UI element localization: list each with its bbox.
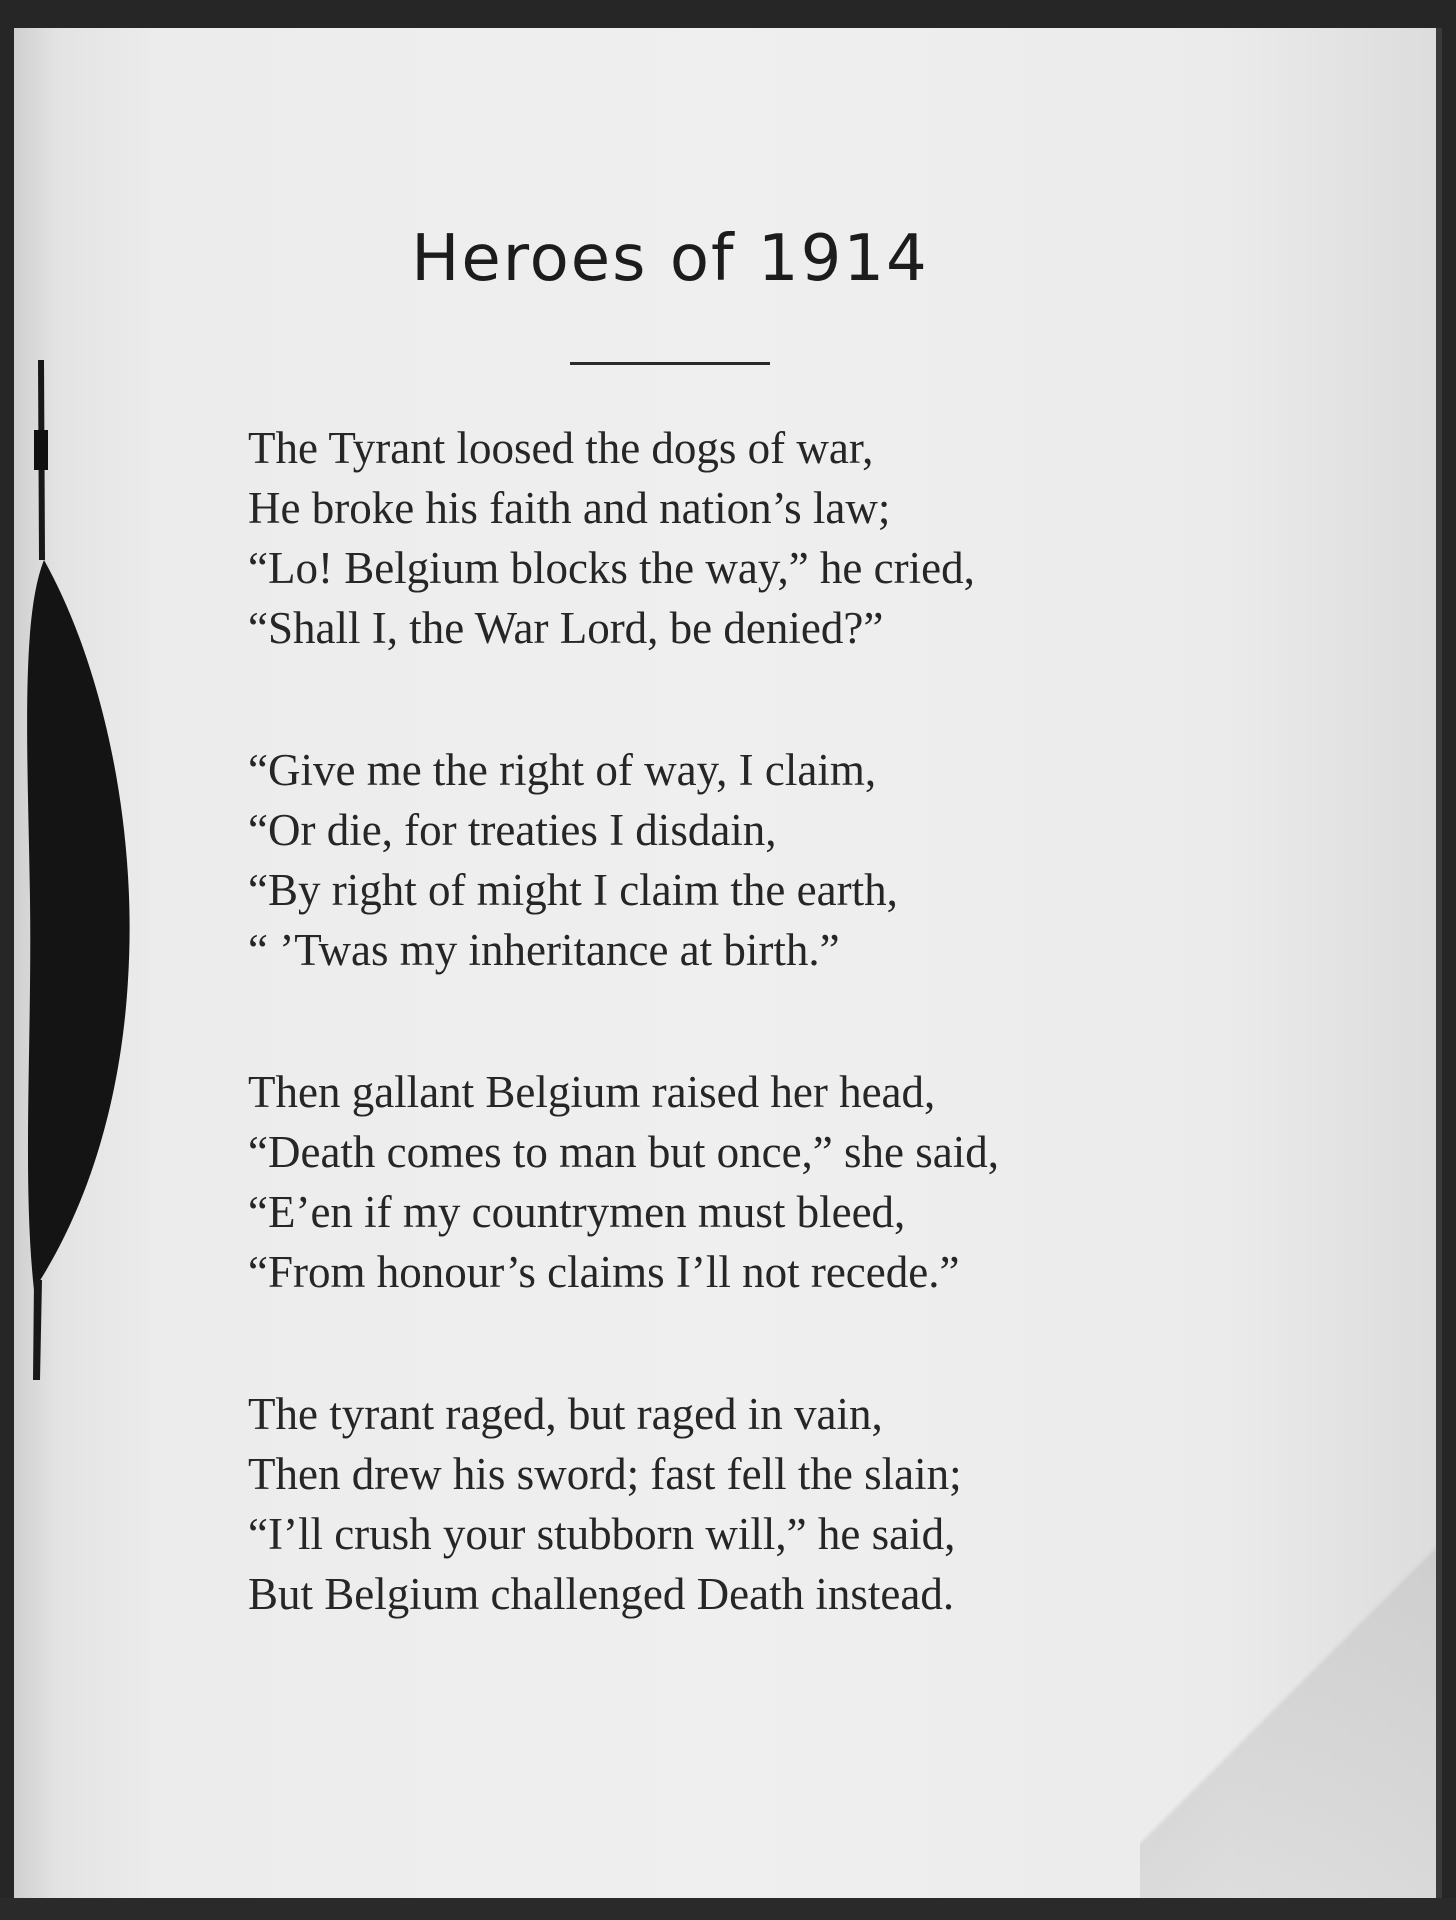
poem-line: “Shall I, the War Lord, be denied?” — [248, 603, 884, 653]
ribbon-knot — [34, 430, 48, 470]
ribbon-string-bottom — [33, 1280, 42, 1380]
poem-line: “By right of might I claim the earth, — [248, 865, 898, 915]
poem-line: The Tyrant loosed the dogs of war, — [248, 423, 874, 473]
poem-line: Then drew his sword; fast fell the slain; — [248, 1449, 962, 1499]
poem-line: “I’ll crush your stubborn will,” he said, — [248, 1509, 956, 1559]
poem-title: Heroes of 1914 — [411, 222, 929, 296]
poem-line: “E’en if my countrymen must bleed, — [248, 1187, 906, 1237]
title-divider — [570, 362, 770, 365]
stanza-2 — [248, 740, 1248, 980]
ribbon-tassel — [27, 560, 129, 1290]
poem-line: “From honour’s claims I’ll not recede.” — [248, 1247, 960, 1297]
poem-line: “Lo! Belgium blocks the way,” he cried, — [248, 543, 975, 593]
poem-line: “Or die, for treaties I disdain, — [248, 805, 777, 855]
poem-line: “Death comes to man but once,” she said, — [248, 1127, 1000, 1177]
stanza-3 — [248, 1062, 1248, 1302]
poem-body — [248, 418, 1248, 1706]
poem-line: “ ’Twas my inheritance at birth.” — [248, 925, 840, 975]
stanza-4 — [248, 1384, 1248, 1624]
poem-line: “Give me the right of way, I claim, — [248, 745, 877, 795]
poem-line: The tyrant raged, but raged in vain, — [248, 1389, 883, 1439]
poem-line: Then gallant Belgium raised her head, — [248, 1067, 936, 1117]
poem-line: He broke his faith and nation’s law; — [248, 483, 891, 533]
stanza-1 — [248, 418, 1248, 658]
poem-line: But Belgium challenged Death instead. — [248, 1569, 955, 1619]
